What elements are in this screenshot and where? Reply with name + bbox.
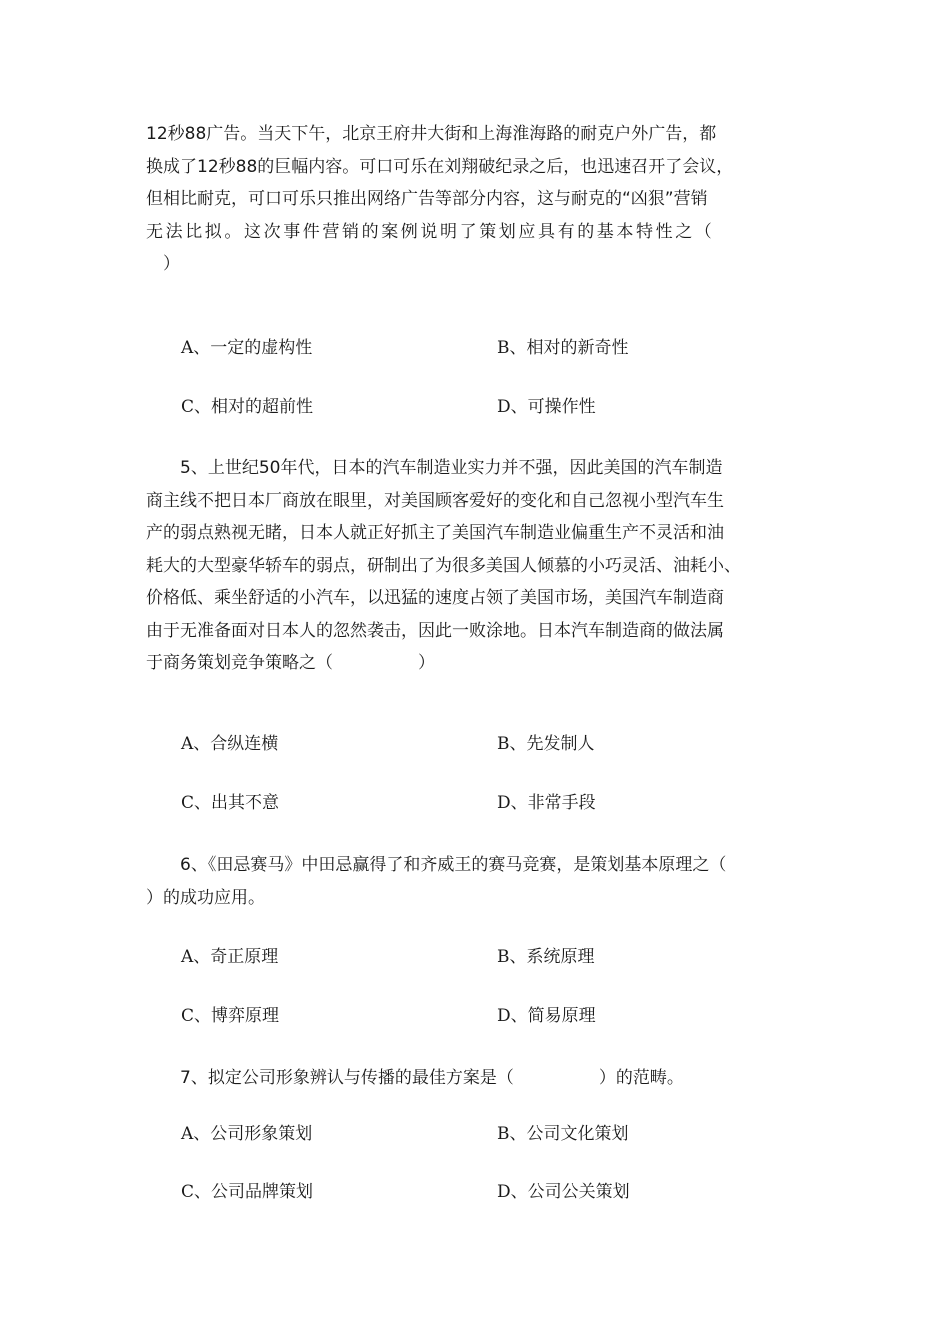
question-6-option-b: B、系统原理 <box>497 947 595 967</box>
question-5-stem <box>146 452 806 680</box>
question-4-line: 12秒88广告。当天下午，北京王府井大街和上海淮海路的耐克户外广告，都 <box>146 124 717 144</box>
question-7-option-a: A、公司形象策划 <box>181 1124 313 1144</box>
question-4-line: 换成了12秒88的巨幅内容。可口可乐在刘翔破纪录之后，也迅速召开了会议， <box>146 156 734 177</box>
question-5-option-a: A、合纵连横 <box>181 734 279 754</box>
question-6-line: 6、《田忌赛马》中田忌赢得了和齐威王的赛马竞赛，是策划基本原理之（ <box>146 855 727 875</box>
question-6-line: ）的成功应用。 <box>146 887 265 908</box>
question-5-line: 耗大的大型豪华轿车的弱点，研制出了为很多美国人倾慕的小巧灵活、油耗小、 <box>146 555 741 576</box>
question-4-option-d: D、可操作性 <box>497 397 596 417</box>
question-5-option-d: D、非常手段 <box>497 793 596 813</box>
question-5-line: 5、上世纪50年代，日本的汽车制造业实力并不强，因此美国的汽车制造 <box>146 458 723 478</box>
question-5-option-b: B、先发制人 <box>497 734 595 754</box>
question-4-option-a: A、一定的虚构性 <box>181 338 313 358</box>
question-4-option-b: B、相对的新奇性 <box>497 338 629 358</box>
question-4-option-c: C、相对的超前性 <box>181 397 314 417</box>
question-6-option-a: A、奇正原理 <box>181 947 279 967</box>
question-6-stem <box>146 849 806 914</box>
question-5-option-c: C、出其不意 <box>181 793 280 813</box>
question-7-stem <box>146 1062 806 1095</box>
question-5-line: 由于无准备面对日本人的忽然袭击，因此一败涂地。日本汽车制造商的做法属 <box>146 620 724 641</box>
question-4-stem <box>146 118 806 281</box>
question-7-option-d: D、公司公关策划 <box>497 1182 630 1202</box>
question-4-line: ） <box>146 254 180 274</box>
question-6-option-d: D、简易原理 <box>497 1006 596 1026</box>
question-5-line: 于商务策划竞争策略之（ ） <box>146 653 435 673</box>
question-5-line: 商主线不把日本厂商放在眼里，对美国顾客爱好的变化和自己忽视小型汽车生 <box>146 490 724 511</box>
question-7-option-c: C、公司品牌策划 <box>181 1182 314 1202</box>
question-5-line: 价格低、乘坐舒适的小汽车，以迅猛的速度占领了美国市场，美国汽车制造商 <box>146 588 724 608</box>
question-7-line: 7、拟定公司形象辨认与传播的最佳方案是（ ）的范畴。 <box>146 1068 684 1088</box>
question-4-line: 但相比耐克，可口可乐只推出网络广告等部分内容，这与耐克的“凶狠”营销 <box>146 189 708 209</box>
question-7-option-b: B、公司文化策划 <box>497 1124 629 1144</box>
question-5-line: 产的弱点熟视无睹，日本人就正好抓主了美国汽车制造业偏重生产不灵活和油 <box>146 523 724 543</box>
question-6-option-c: C、博弈原理 <box>181 1006 280 1026</box>
question-4-line: 无法比拟。这次事件营销的案例说明了策划应具有的基本特性之（ <box>146 221 715 242</box>
